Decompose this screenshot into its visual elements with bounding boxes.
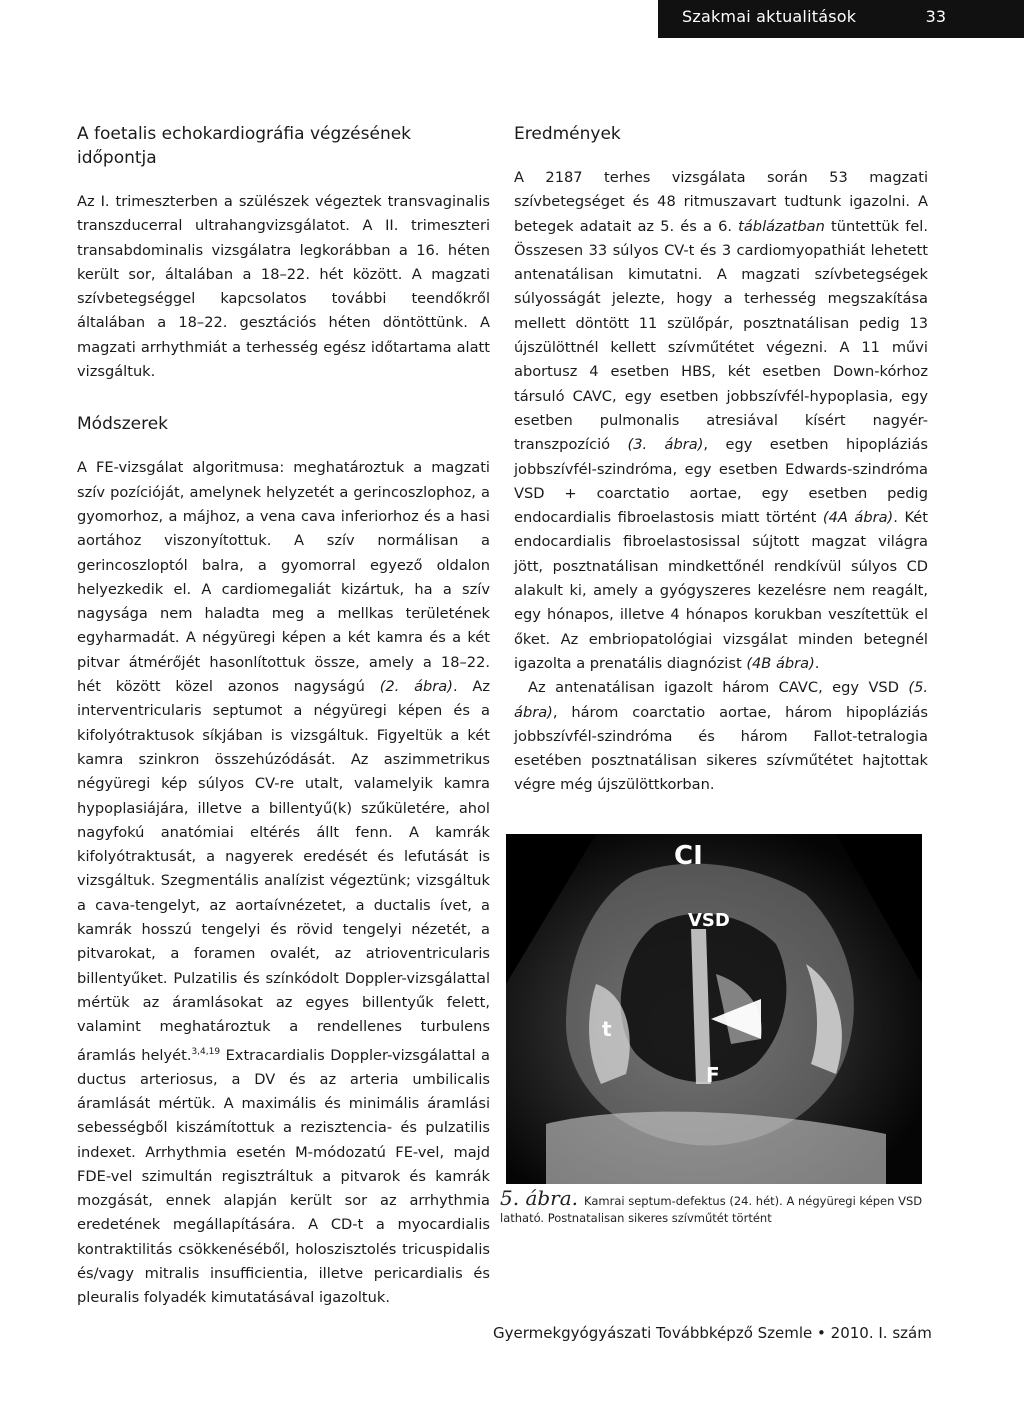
results-text-c: , egy esetben hipopláziás jobbszívfél-szindróma, egy esetben Edwards-szindróma VSD + coarctatio aortae, egy esetben pedig endocardialis fibroelastosis miatt történt [514,436,928,527]
paragraph-results-1 [514,166,928,676]
left-column [77,122,490,1311]
figure-caption [500,1186,924,1227]
paragraph-timing: Az I. trimeszterben a szülészek végeztek transvaginalis transzducerral ultrahangvizsgálatot. A II. trimeszteri transabdominalis vizsgálatra legkorábban a 16. héten került sor, általában a 18–22. hét között. A magzati szívbetegséggel kapcsolatos további teendőkről általában a 18–22. gesztációs héten döntöttünk. A magzati arrhythmiát a terhesség egész időtartama alatt vizsgáltuk. [77,193,490,381]
results-text-a: A 2187 terhes vizsgálata során 53 magzati szívbetegséget és 48 ritmuszavart tudtunk igazolni. A betegek adatait az 5. és a 6. [514,169,928,235]
right-column [514,122,928,798]
page-number: 33 [925,7,946,26]
ultrasound-image [506,834,922,1184]
figure-ref-4a: (4A ábra) [822,509,894,527]
paragraph-methods [77,456,490,1310]
methods-text-b: . Az interventricularis septumot a négyüregi képen és a kifolyótraktusok síkjában is vizsgáltuk. Figyeltük a két kamra szinkron összehúzódását. Az aszimmetrikus négyüregi kép súlyos CV-re utalt, valamelyik kamra hypoplasiájára, illetve a billentyű(k) szűkületére, ahol nagyfokú anatómiai eltérés állt fenn. A kamrák kifolyótraktusát, a nagyerek eredését és lefutását is vizsgáltuk. Szegmentális analízist végeztünk; vizsgáltuk a cava-tengelyt, az aortaívnézetet, a ductalis ívet, a kamrák hosszú tengelyi és rövid tengelyi nézetét, a pitvarokat, a foramen ovalét, az atrioventricularis billentyűket. Pulzatilis és színkódolt Doppler-vizsgálattal mértük az áramlásokat az egyes billentyűk felett, valamint meghatároztuk a rendellenes turbulens áramlás helyét. [77,678,490,1064]
results-text-e: . [814,654,820,672]
journal-footer: Gyermekgyógyászati Továbbképző Szemle • 2010. I. szám [493,1324,932,1342]
results-text-d: . Két endocardialis fibroelastosissal sújtott magzat világra jött, posztnatálisan mindkettőnél rendkívül súlyos CD alakult ki, amely a gyógyszeres kezelésre nem reagált, egy hónapos, illetve 4 hónapos korukban veszítettük el őket. Az embriopatológiai vizsgálat minden betegnél igazolta a prenatális diagnózist [514,509,928,672]
ultrasound-figure [506,834,922,1184]
table-ref: táblázatban [738,217,825,235]
methods-text-a: A FE-vizsgálat algoritmusa: meghatároztuk a magzati szív pozícióját, amelynek helyzetét a gerincoszlophoz, a gyomorhoz, a májhoz, a vena cava inferiorhoz és a hasi aortához viszonyítottuk. A szív normálisan a gerincoszloptól balra, a gyomorral egyező oldalon helyezkedik el. A cardiomegaliát kizártuk, ha a szív nagysága nem haladta meg a mellkas területének egyharmadát. A négyüregi képen a két kamra és a két pitvar átmérőjét hasonlítottuk össze, amely a 18–22. hét között közel azonos nagyságú [77,459,490,696]
figure-label-ci: CI [674,841,703,871]
figure-ref-4b: (4B ábra) [746,654,815,672]
results-text-b: tüntettük fel. Összesen 33 súlyos CV-t és 3 cardiomyopathiát lehetett antenatálisan kimutatni. A magzati szívbetegségek súlyosságát jelezte, hogy a terhesség megszakítása mellett döntött 11 szülőpár, posztnatálisan pedig 13 újszülöttnél kellett szívműtétet végezni. A 11 művi abortusz 4 esetben HBS, két esetben Down-kórhoz társuló CAVC, egy esetben jobbszívfél-hypoplasia, egy esetben pulmonalis atresiával kísért nagyér-transzpozíció [514,217,928,454]
figure-ref-5: (5. ábra) [514,679,928,721]
reference-superscript: 3,4,19 [191,1046,221,1057]
running-header [658,0,1024,38]
results2-text-a: Az antenatálisan igazolt három CAVC, egy VSD [528,679,909,697]
heading-timing: A foetalis echokardiográfia végzésének időpontja [77,124,412,168]
heading-results: Eredmények [514,124,621,144]
methods-text-c: Extracardialis Doppler-vizsgálattal a ductus arteriosus, a DV és az arteria umbilicalis áramlását mértük. A maximális és minimális áramlási sebességből kiszámítottuk a rezisztencia- és pulzatilis indexet. Arrhythmia esetén M-módozatú FE-vel, majd FDE-vel szimultán regisztráltuk a pitvarok és kamrák mozgását, ennek alapján került sor az arrhythmia eredetének megállapítására. A CD-t a myocardialis kontraktilitás csökkenéséből, holoszisztolés tricuspidalis és/vagy mitralis insufficientia, illetve pericardialis és pleuralis folyadék kimutatásával igazoltuk. [77,1046,490,1307]
section-title: Szakmai aktualitások [682,7,857,26]
figure-label-f: F [706,1063,720,1087]
figure-label-vsd: VSD [688,910,730,931]
paragraph-results-2 [514,676,928,797]
caption-number: 5. ábra. [500,1186,579,1210]
caption-text: Kamrai septum-defektus (24. hét). A négyüregi képen VSD latható. Postnatalisan sikeres szívműtét történt [500,1194,923,1225]
heading-methods: Módszerek [77,414,169,435]
results2-text-b: , három coarctatio aortae, három hipopláziás jobbszívfél-szindróma és három Fallot-tetralogia esetében posztnatálisan sikeres szívműtétet hajtottak végre még újszülöttkorban. [514,703,928,794]
figure-ref-3: (3. ábra) [627,436,704,454]
figure-label-t: t [602,1017,612,1041]
figure-ref-2: (2. ábra) [379,678,453,696]
